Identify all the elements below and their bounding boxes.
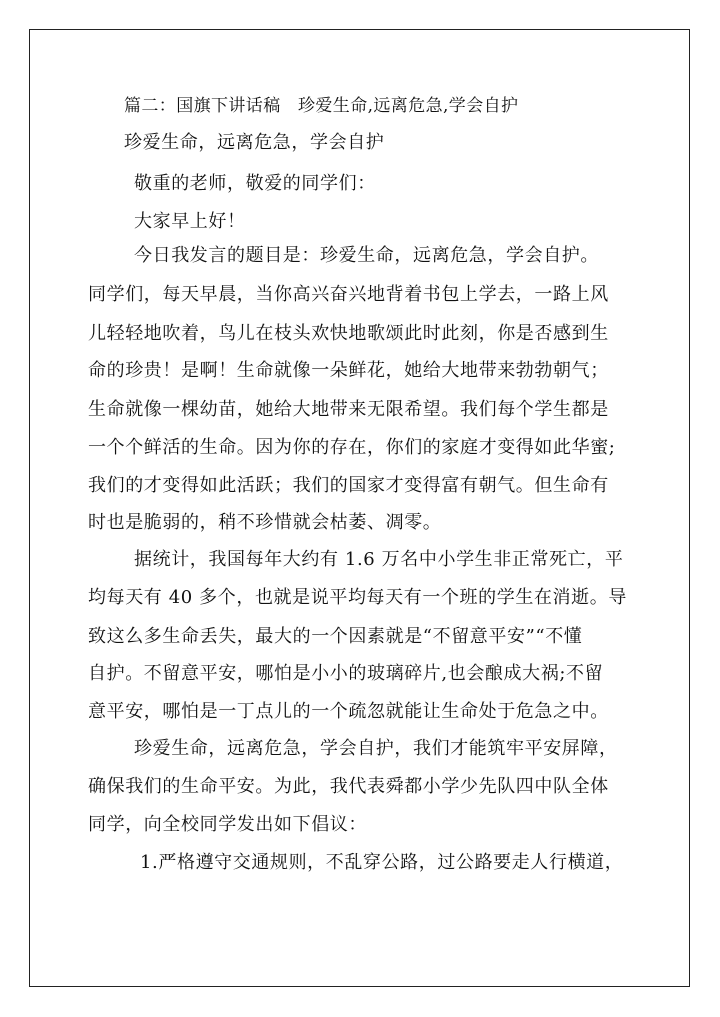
paragraph-2-line-5: 意平安，哪怕是一丁点儿的一个疏忽就能让生命处于危急之中。 — [88, 701, 609, 722]
paragraph-2-line-3: 致这么多生命丢失，最大的一个因素就是“不留意平安”“不懂 — [88, 626, 583, 647]
paragraph-1-line-6: 一个个鲜活的生命。因为你的存在，你们的家庭才变得如此华蜜; — [88, 437, 616, 458]
paragraph-2-line-1: 据统计，我国每年大约有 1.6 万名中小学生非正常死亡，平 — [134, 549, 624, 570]
paragraph-3-line-3: 同学，向全校同学发出如下倡议： — [88, 814, 367, 835]
salutation: 敬重的老师，敬爱的同学们： — [134, 173, 376, 194]
paragraph-3-line-2: 确保我们的生命平安。为此，我代表舜都小学少先队四中队全体 — [88, 776, 609, 797]
paragraph-1-line-3: 儿轻轻地吹着，鸟儿在枝头欢快地歌颂此时此刻，你是否感到生 — [88, 323, 609, 344]
document-heading: 篇二：国旗下讲话稿 珍爱生命,远离危急,学会自护 — [124, 96, 519, 116]
paragraph-1-line-7: 我们的才变得如此活跃；我们的国家才变得富有朝气。但生命有 — [88, 475, 609, 496]
list-item-1: 1.严格遵守交通规则，不乱穿公路，过公路要走人行横道， — [140, 852, 624, 873]
paragraph-2-line-4: 自护。不留意平安，哪怕是小小的玻璃碎片,也会酿成大祸;不留 — [88, 663, 604, 684]
greeting: 大家早上好！ — [134, 211, 246, 232]
document-subtitle: 珍爱生命，远离危急，学会自护 — [124, 132, 385, 153]
paragraph-1-line-2: 同学们，每天早晨，当你高兴奋兴地背着书包上学去，一路上风 — [88, 284, 609, 305]
paragraph-1-line-5: 生命就像一棵幼苗，她给大地带来无限希望。我们每个学生都是 — [88, 399, 609, 420]
paragraph-1-line-8: 时也是脆弱的，稍不珍惜就会枯萎、凋零。 — [88, 512, 442, 533]
paragraph-2-line-2: 均每天有 40 多个，也就是说平均每天有一个班的学生在消逝。导 — [88, 587, 627, 608]
paragraph-1-line-4: 命的珍贵！是啊！生命就像一朵鲜花，她给大地带来勃勃朝气； — [88, 360, 609, 381]
paragraph-1-line-1: 今日我发言的题目是：珍爱生命，远离危急，学会自护。 — [134, 245, 599, 266]
paragraph-3-line-1: 珍爱生命，远离危急，学会自护，我们才能筑牢平安屏障， — [134, 738, 618, 759]
